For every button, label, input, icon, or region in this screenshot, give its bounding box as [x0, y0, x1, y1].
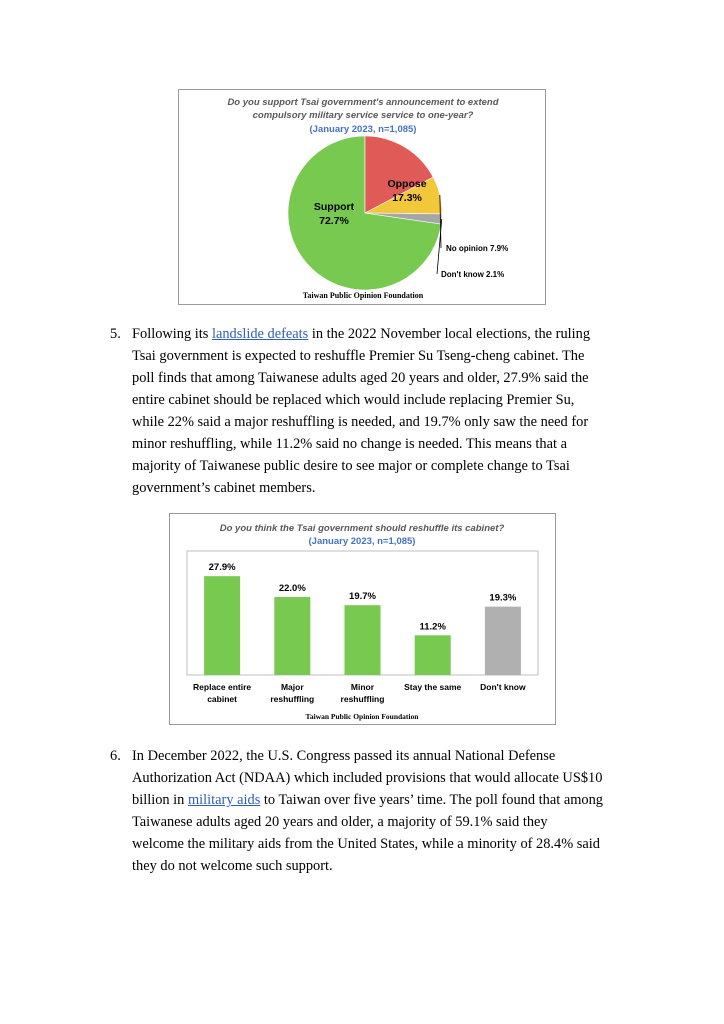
bar-chart — [170, 514, 555, 724]
bar-source: Taiwan Public Opinion Foundation — [305, 712, 419, 721]
bar-category-label: Major — [280, 682, 304, 692]
bar-category-label: Minor — [350, 682, 375, 692]
bar-category-label: reshuffling — [270, 694, 315, 704]
bar-category-label: cabinet — [207, 694, 237, 704]
bar-value-label: 19.3% — [489, 592, 517, 604]
paragraph-number: 6. — [110, 748, 121, 764]
bar — [274, 597, 310, 675]
text-run: Following its — [132, 326, 212, 342]
pie-chart-figure — [178, 89, 546, 305]
pie-title-line1: Do you support Tsai government's announcement to extend — [227, 97, 499, 108]
bar-value-label: 11.2% — [419, 621, 446, 633]
bar-value-label: 22.0% — [278, 583, 306, 595]
paragraph-text — [132, 323, 603, 499]
pie-subtitle: (January 2023, n=1,085) — [309, 124, 417, 135]
bar — [415, 635, 451, 675]
bar-category-label: Stay the same — [404, 682, 462, 692]
bar-category-label: reshuffling — [340, 694, 385, 704]
pie-label-support-name: Support — [313, 201, 355, 213]
paragraph-5 — [110, 323, 603, 499]
pie-label-oppose-value: 17.3% — [392, 192, 422, 204]
pie-title-line2: compulsory military service service to one-year? — [252, 110, 474, 121]
landslide-defeats-link[interactable]: landslide defeats — [211, 326, 309, 342]
paragraph-6 — [110, 745, 603, 877]
bar — [485, 607, 521, 675]
bar-category-label: Don't know — [480, 682, 526, 692]
pie-label-no-opinion: No opinion 7.9% — [446, 244, 509, 253]
paragraph-number: 5. — [110, 326, 121, 342]
text-run: in the 2022 November local elections, the ruling Tsai government is expected to reshuffle Premier Su Tseng-cheng cabinet. The poll finds that among Taiwanese adults aged 20 years and older, 27.9% said the entire cabinet should be replaced which would include replacing Premier Su, while 22% said a major reshuffling is needed, and 19.7% only saw the need for minor reshuffling, while 11.2% said no change is needed. This means that a majority of Taiwanese public desire to see major or complete change to Tsai government’s cabinet members. — [132, 326, 591, 496]
bar-value-label: 27.9% — [208, 562, 236, 574]
bar-chart-figure — [169, 513, 556, 725]
bar-value-label: 19.7% — [349, 591, 376, 603]
military-aids-link[interactable]: military aids — [187, 792, 261, 808]
pie-label-oppose-name: Oppose — [387, 178, 427, 190]
text-run: to Taiwan over five years’ time. The poll found that among Taiwanese adults aged 20 years and older, a majority of 59.1% said they welcome the military aids from the United States, while a minority of 28.4% said they do not welcome such support. — [132, 792, 603, 874]
pie-source: Taiwan Public Opinion Foundation — [302, 291, 424, 300]
bar-title: Do you think the Tsai government should reshuffle its cabinet? — [219, 523, 505, 534]
paragraph-text — [132, 745, 603, 877]
bar-subtitle: (January 2023, n=1,085) — [308, 536, 416, 547]
bar-category-label: Replace entire — [193, 682, 252, 692]
pie-label-don-t-know: Don't know 2.1% — [441, 270, 505, 279]
bar — [345, 605, 381, 675]
bar — [204, 576, 240, 675]
pie-label-support-value: 72.7% — [319, 215, 349, 227]
text-run: In December 2022, the U.S. Congress passed its annual National Defense Authorization Act (NDAA) which included provisions that would allocate US$10 billion in — [132, 748, 603, 808]
pie-chart — [179, 90, 545, 304]
